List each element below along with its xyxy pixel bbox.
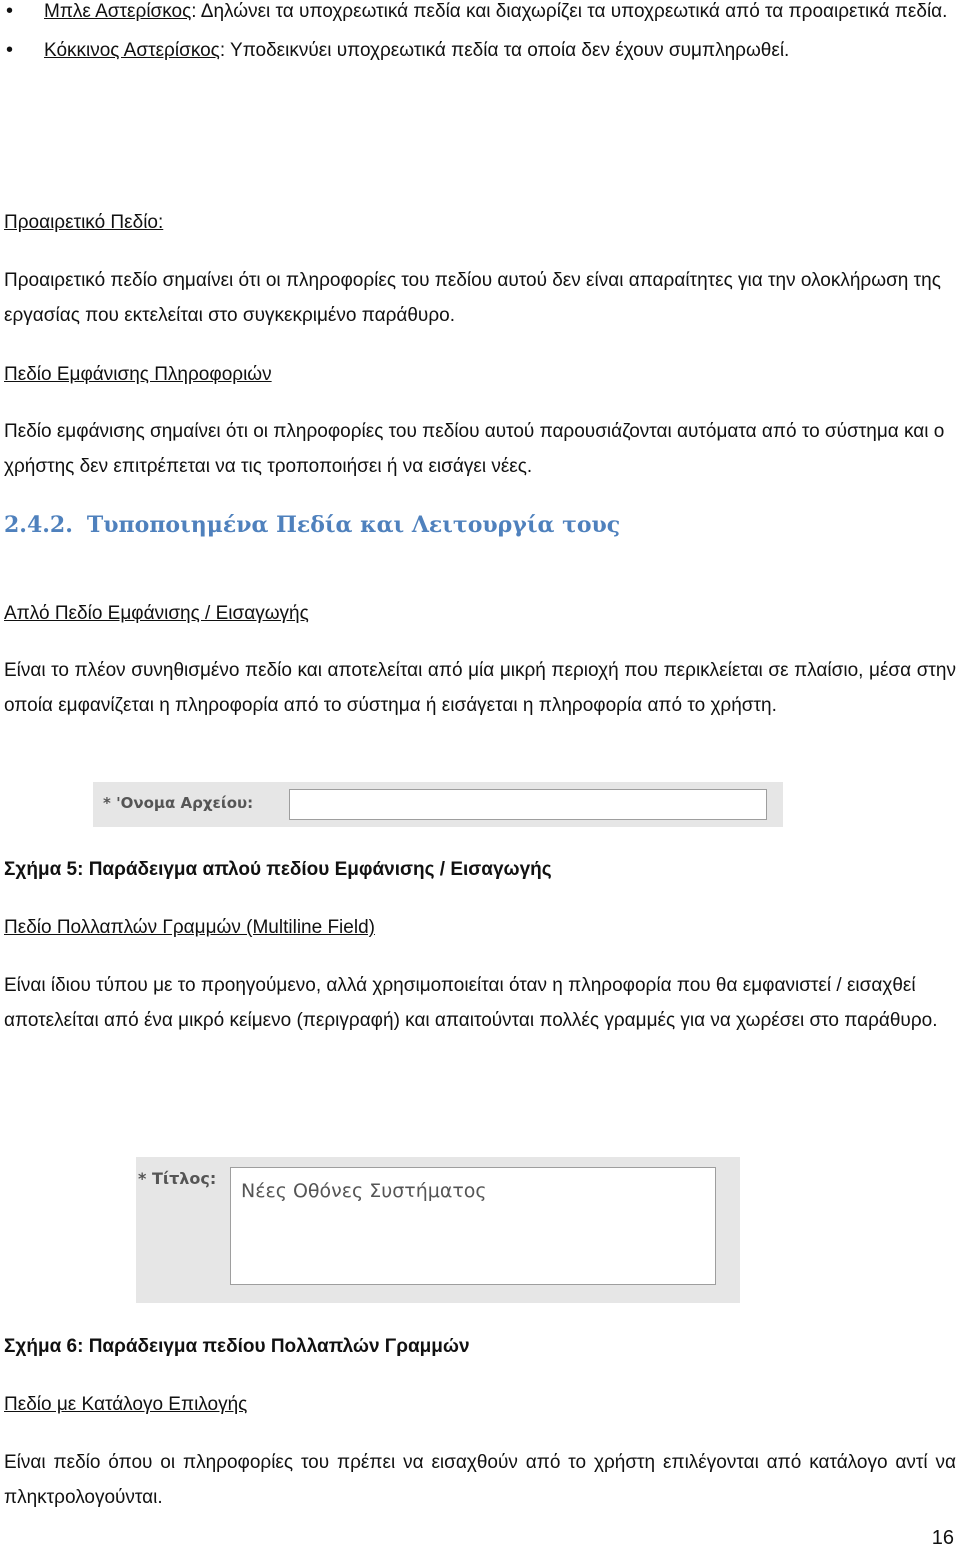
page-number: 16 — [931, 1527, 954, 1549]
file-name-input — [289, 789, 767, 820]
list-field-text: Είναι πεδίο όπου οι πληροφορίες του πρέπει να εισαχθούν από το χρήστη επιλέγονται από κατάλογο αντί να πληκτρολογούνται. — [4, 1452, 956, 1508]
title-textarea: Νέες Οθόνες Συστήματος — [230, 1167, 716, 1285]
figure-5-caption: Σχήμα 5: Παράδειγμα απλού πεδίου Εμφάνισης / Εισαγωγής — [4, 859, 552, 880]
file-name-label: * 'Ονομα Αρχείου: — [103, 794, 254, 812]
blue-asterisk-text: : Δηλώνει τα υποχρεωτικά πεδία και διαχωρίζει τα υποχρεωτικά από τα προαιρετικά πεδία. — [191, 1, 948, 22]
display-field-title: Πεδίο Εμφάνισης Πληροφοριών — [4, 364, 272, 385]
title-label: * Τίτλος: — [138, 1169, 217, 1188]
list-item — [0, 0, 960, 29]
list-field-title: Πεδίο με Κατάλογο Επιλογής — [4, 1394, 248, 1415]
blue-asterisk-term: Μπλε Αστερίσκος — [44, 1, 192, 22]
figure-5-screenshot — [93, 782, 783, 827]
optional-field-title: Προαιρετικό Πεδίο: — [4, 212, 164, 233]
simple-field-text: Είναι το πλέον συνηθισμένο πεδίο και αποτελείται από μία μικρή περιοχή που περικλείεται σε πλαίσιο, μέσα στην οποία εμφανίζεται η πληροφορία από το σύστημα ή εισάγεται η πληροφορία από το χρήστη. — [4, 660, 956, 716]
section-heading — [4, 505, 620, 545]
asterisk-legend-list — [0, 0, 960, 72]
red-asterisk-text: : Υποδεικνύει υποχρεωτικά πεδία τα οποία δεν έχουν συμπληρωθεί. — [219, 40, 790, 61]
figure-6-caption: Σχήμα 6: Παράδειγμα πεδίου Πολλαπλών Γραμμών — [4, 1336, 470, 1357]
multiline-field-text: Είναι ίδιου τύπου με το προηγούμενο, αλλά χρησιμοποιείται όταν η πληροφορία που θα εμφανιστεί / εισαχθεί αποτελείται από ένα μικρό κείμενο (περιγραφή) και απαιτούνται πολλές γραμμές για να χωρέσει στο παράθυρο. — [4, 975, 938, 1031]
section-number: 2.4.2. — [4, 512, 73, 538]
section-title: Τυποποιημένα Πεδία και Λειτουργία τους — [86, 512, 621, 538]
red-asterisk-term: Κόκκινος Αστερίσκος — [44, 40, 220, 61]
simple-field-title: Απλό Πεδίο Εμφάνισης / Εισαγωγής — [4, 603, 309, 624]
figure-6-screenshot — [136, 1157, 740, 1303]
list-item — [0, 33, 960, 68]
display-field-text: Πεδίο εμφάνισης σημαίνει ότι οι πληροφορίες του πεδίου αυτού παρουσιάζονται αυτόματα από το σύστημα και ο χρήστης δεν επιτρέπεται να τις τροποποιήσει ή να εισάγει νέες. — [4, 421, 945, 477]
optional-field-text: Προαιρετικό πεδίο σημαίνει ότι οι πληροφορίες του πεδίου αυτού δεν είναι απαραίτητες για την ολοκλήρωση της εργασίας που εκτελείται στο συγκεκριμένο παράθυρο. — [4, 270, 941, 326]
multiline-field-title: Πεδίο Πολλαπλών Γραμμών (Multiline Field) — [4, 917, 375, 938]
